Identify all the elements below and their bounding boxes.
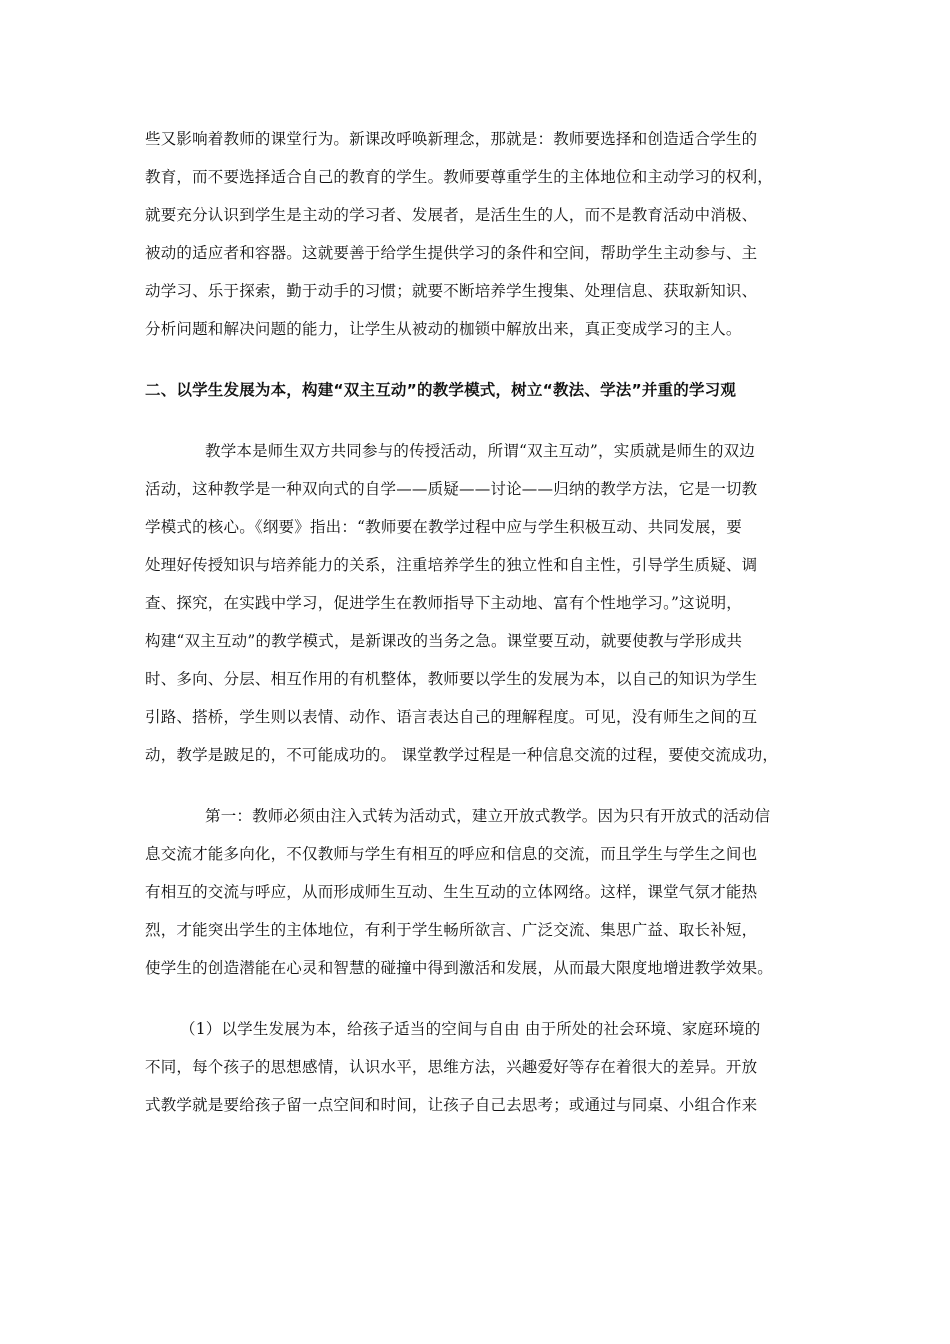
text-line: 使学生的创造潜能在心灵和智慧的碰撞中得到激活和发展，从而最大限度地增进教学效果。 <box>145 959 774 977</box>
text-line: 引路、搭桥，学生则以表情、动作、语言表达自己的理解程度。可见，没有师生之间的互 <box>145 708 758 726</box>
text-line: 些又影响着教师的课堂行为。新课改呼唤新理念，那就是：教师要选择和创造适合学生的 <box>145 130 758 148</box>
text-line: 动，教学是跛足的，不可能成功的。 课堂教学过程是一种信息交流的过程，要使交流成功， <box>145 746 779 764</box>
text-line: 查、探究，在实践中学习，促进学生在教师指导下主动地、富有个性地学习。”这说明， <box>145 594 742 612</box>
text-line: （1）以学生发展为本，给孩子适当的空间与自由 由于所处的社会环境、家庭环境的 <box>180 1020 761 1038</box>
text-line: 不同，每个孩子的思想感情，认识水平，思维方法，兴趣爱好等存在着很大的差异。开放 <box>145 1058 758 1076</box>
text-line: 处理好传授知识与培养能力的关系，注重培养学生的独立性和自主性，引导学生质疑、调 <box>145 556 758 574</box>
text-line: 时、多向、分层、相互作用的有机整体，教师要以学生的发展为本，以自己的知识为学生 <box>145 670 758 688</box>
text-line: 被动的适应者和容器。这就要善于给学生提供学习的条件和空间，帮助学生主动参与、主 <box>145 244 758 262</box>
text-line: 式教学就是要给孩子留一点空间和时间，让孩子自己去思考；或通过与同桌、小组合作来 <box>145 1096 758 1114</box>
text-line: 就要充分认识到学生是主动的学习者、发展者，是活生生的人，而不是教育活动中消极、 <box>145 206 758 224</box>
text-line: 活动，这种教学是一种双向式的自学——质疑——讨论——归纳的教学方法，它是一切教 <box>145 480 758 498</box>
text-line: 教育，而不要选择适合自己的教育的学生。教师要尊重学生的主体地位和主动学习的权利， <box>145 168 774 186</box>
text-line: 分析问题和解决问题的能力，让学生从被动的枷锁中解放出来，真正变成学习的主人。 <box>145 320 742 338</box>
text-line: 动学习、乐于探索，勤于动手的习惯；就要不断培养学生搜集、处理信息、获取新知识、 <box>145 282 758 300</box>
text-line: 教学本是师生双方共同参与的传授活动，所谓“双主互动”，实质就是师生的双边 <box>205 442 756 460</box>
text-line: 烈，才能突出学生的主体地位，有利于学生畅所欲言、广泛交流、集思广益、取长补短， <box>145 921 758 939</box>
text-line: 构建“双主互动”的教学模式，是新课改的当务之急。课堂要互动，就要使教与学形成共 <box>145 632 743 650</box>
text-line: 息交流才能多向化，不仅教师与学生有相互的呼应和信息的交流，而且学生与学生之间也 <box>145 845 758 863</box>
text-line: 有相互的交流与呼应，从而形成师生互动、生生互动的立体网络。这样，课堂气氛才能热 <box>145 883 758 901</box>
section-heading: 二、以学生发展为本，构建“双主互动”的教学模式，树立“教法、学法”并重的学习观 <box>145 381 737 399</box>
text-line: 第一：教师必须由注入式转为活动式，建立开放式教学。因为只有开放式的活动信 <box>205 807 771 825</box>
text-line: 学模式的核心。《纲要》指出：“教师要在教学过程中应与学生积极互动、共同发展，要 <box>145 518 742 536</box>
